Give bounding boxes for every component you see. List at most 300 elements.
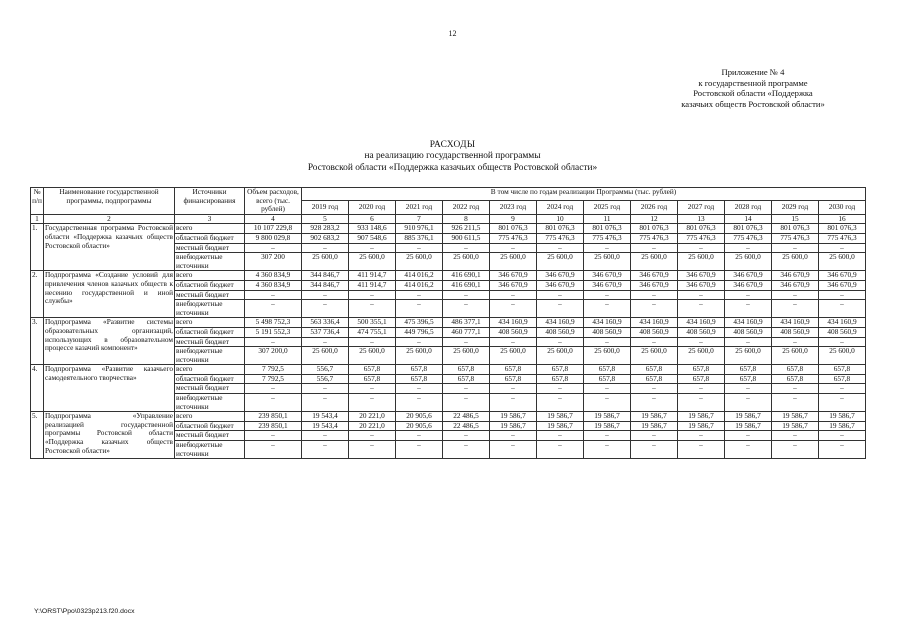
year-value: 25 600,0 bbox=[537, 253, 584, 271]
file-path-footer: Y:\ORST\Ppo\0323p213.f20.docx bbox=[34, 608, 135, 615]
year-value: 885 376,1 bbox=[396, 233, 443, 243]
year-value: 408 560,9 bbox=[537, 327, 584, 337]
total-value: 4 360 834,9 bbox=[245, 280, 302, 290]
total-value: – bbox=[245, 441, 302, 459]
total-value: 5 191 552,3 bbox=[245, 327, 302, 337]
year-value: 801 076,3 bbox=[678, 224, 725, 234]
year-value: 408 560,9 bbox=[678, 327, 725, 337]
funding-source: областной бюджет bbox=[175, 327, 245, 337]
year-value: – bbox=[819, 441, 866, 459]
year-value: – bbox=[819, 431, 866, 441]
year-value: 346 670,9 bbox=[631, 280, 678, 290]
year-value: 474 755,1 bbox=[349, 327, 396, 337]
column-number: 1 bbox=[31, 214, 44, 224]
program-name: Подпрограмма «Управление реализацией государственной программы Ростовской области «Поддержка казачьих обществ Ростовской области» bbox=[44, 412, 175, 459]
header-no: № п/п bbox=[31, 188, 44, 215]
year-value: 657,8 bbox=[537, 365, 584, 375]
header-row bbox=[31, 188, 866, 201]
header-source: Источники финансирования bbox=[175, 188, 245, 215]
year-value: – bbox=[631, 243, 678, 253]
header-year: 2030 год bbox=[819, 201, 866, 214]
year-value: 19 586,7 bbox=[631, 421, 678, 431]
row-number: 2. bbox=[31, 271, 44, 318]
total-value: – bbox=[245, 384, 302, 394]
column-number: 5 bbox=[302, 214, 349, 224]
year-value: – bbox=[725, 394, 772, 412]
funding-source: всего bbox=[175, 271, 245, 281]
year-value: – bbox=[725, 441, 772, 459]
year-value: – bbox=[537, 441, 584, 459]
appendix-line: к государственной программе bbox=[698, 77, 808, 88]
year-value: – bbox=[537, 337, 584, 347]
year-value: 775 476,3 bbox=[490, 233, 537, 243]
year-value: – bbox=[772, 290, 819, 300]
year-value: 344 846,7 bbox=[302, 271, 349, 281]
funding-source: областной бюджет bbox=[175, 280, 245, 290]
year-value: 25 600,0 bbox=[772, 253, 819, 271]
total-value: 10 107 229,8 bbox=[245, 224, 302, 234]
year-value: – bbox=[537, 394, 584, 412]
year-value: 25 600,0 bbox=[396, 253, 443, 271]
year-value: 19 586,7 bbox=[490, 421, 537, 431]
year-value: – bbox=[443, 441, 490, 459]
appendix-line: Приложение № 4 bbox=[721, 67, 785, 77]
year-value: 775 476,3 bbox=[631, 233, 678, 243]
year-value: 657,8 bbox=[443, 374, 490, 384]
funding-source: местный бюджет bbox=[175, 290, 245, 300]
year-value: – bbox=[349, 384, 396, 394]
year-value: 25 600,0 bbox=[302, 253, 349, 271]
total-value: 9 800 029,8 bbox=[245, 233, 302, 243]
year-value: – bbox=[490, 290, 537, 300]
year-value: – bbox=[819, 300, 866, 318]
year-value: 411 914,7 bbox=[349, 271, 396, 281]
year-value: – bbox=[678, 431, 725, 441]
year-value: – bbox=[631, 394, 678, 412]
year-value: 775 476,3 bbox=[678, 233, 725, 243]
year-value: 556,7 bbox=[302, 374, 349, 384]
year-value: 563 336,4 bbox=[302, 318, 349, 328]
year-value: 657,8 bbox=[584, 365, 631, 375]
year-value: 434 160,9 bbox=[678, 318, 725, 328]
column-number: 9 bbox=[490, 214, 537, 224]
year-value: 801 076,3 bbox=[490, 224, 537, 234]
year-value: 657,8 bbox=[678, 365, 725, 375]
year-value: 346 670,9 bbox=[819, 271, 866, 281]
year-value: 19 586,7 bbox=[584, 412, 631, 422]
header-name: Наименование государственной программы, подпрограммы bbox=[44, 188, 175, 215]
total-value: – bbox=[245, 290, 302, 300]
year-value: 775 476,3 bbox=[772, 233, 819, 243]
year-value: – bbox=[490, 441, 537, 459]
year-value: – bbox=[678, 290, 725, 300]
year-value: – bbox=[772, 300, 819, 318]
year-value: 434 160,9 bbox=[772, 318, 819, 328]
year-value: 416 690,1 bbox=[443, 271, 490, 281]
year-value: 408 560,9 bbox=[490, 327, 537, 337]
year-value: – bbox=[631, 290, 678, 300]
funding-source: местный бюджет bbox=[175, 431, 245, 441]
year-value: 25 600,0 bbox=[396, 347, 443, 365]
year-value: – bbox=[443, 290, 490, 300]
funding-source: всего bbox=[175, 224, 245, 234]
year-value: 346 670,9 bbox=[819, 280, 866, 290]
total-value: 239 850,1 bbox=[245, 421, 302, 431]
year-value: 926 211,5 bbox=[443, 224, 490, 234]
year-value: 910 976,1 bbox=[396, 224, 443, 234]
header-year: 2023 год bbox=[490, 201, 537, 214]
year-value: – bbox=[490, 384, 537, 394]
year-value: 25 600,0 bbox=[678, 253, 725, 271]
year-value: – bbox=[772, 431, 819, 441]
year-value: – bbox=[537, 300, 584, 318]
year-value: – bbox=[302, 300, 349, 318]
year-value: 346 670,9 bbox=[678, 271, 725, 281]
year-value: 801 076,3 bbox=[537, 224, 584, 234]
year-value: – bbox=[678, 337, 725, 347]
total-value: 7 792,5 bbox=[245, 365, 302, 375]
year-value: 346 670,9 bbox=[725, 280, 772, 290]
funding-source: всего bbox=[175, 412, 245, 422]
column-number: 6 bbox=[349, 214, 396, 224]
year-value: – bbox=[349, 337, 396, 347]
year-value: – bbox=[396, 431, 443, 441]
year-value: – bbox=[396, 394, 443, 412]
year-value: 408 560,9 bbox=[584, 327, 631, 337]
row-number: 1. bbox=[31, 224, 44, 271]
year-value: 801 076,3 bbox=[584, 224, 631, 234]
header-year: 2020 год bbox=[349, 201, 396, 214]
year-value: – bbox=[584, 337, 631, 347]
year-value: 657,8 bbox=[725, 374, 772, 384]
column-number: 12 bbox=[631, 214, 678, 224]
header-year: 2028 год bbox=[725, 201, 772, 214]
year-value: 434 160,9 bbox=[819, 318, 866, 328]
year-value: – bbox=[584, 243, 631, 253]
table-row bbox=[31, 365, 866, 375]
year-value: 657,8 bbox=[772, 374, 819, 384]
year-value: 434 160,9 bbox=[537, 318, 584, 328]
year-value: – bbox=[819, 394, 866, 412]
year-value: – bbox=[772, 384, 819, 394]
year-value: – bbox=[302, 337, 349, 347]
year-value: 19 586,7 bbox=[678, 421, 725, 431]
page-number: 12 bbox=[448, 29, 457, 38]
year-value: 25 600,0 bbox=[537, 347, 584, 365]
year-value: – bbox=[584, 431, 631, 441]
year-value: 657,8 bbox=[396, 365, 443, 375]
year-value: 346 670,9 bbox=[631, 271, 678, 281]
year-value: – bbox=[443, 300, 490, 318]
year-value: 20 221,0 bbox=[349, 412, 396, 422]
year-value: 19 586,7 bbox=[537, 421, 584, 431]
column-numbers-row bbox=[31, 214, 866, 224]
funding-source: внебюджетные источники bbox=[175, 394, 245, 412]
column-number: 13 bbox=[678, 214, 725, 224]
year-value: – bbox=[349, 441, 396, 459]
year-value: – bbox=[349, 394, 396, 412]
year-value: 25 600,0 bbox=[772, 347, 819, 365]
year-value: 434 160,9 bbox=[584, 318, 631, 328]
total-value: 4 360 834,9 bbox=[245, 271, 302, 281]
year-value: 434 160,9 bbox=[490, 318, 537, 328]
program-name: Государственная программа Ростовской области «Поддержка казачьих обществ Ростовской области» bbox=[44, 224, 175, 271]
year-value: – bbox=[678, 243, 725, 253]
year-value: 408 560,9 bbox=[772, 327, 819, 337]
funding-source: местный бюджет bbox=[175, 337, 245, 347]
year-value: – bbox=[584, 300, 631, 318]
year-value: 19 586,7 bbox=[772, 412, 819, 422]
table-row bbox=[31, 271, 866, 281]
year-value: 19 586,7 bbox=[725, 421, 772, 431]
year-value: – bbox=[490, 394, 537, 412]
header-year: 2026 год bbox=[631, 201, 678, 214]
year-value: 19 586,7 bbox=[678, 412, 725, 422]
column-number: 14 bbox=[725, 214, 772, 224]
year-value: 414 016,2 bbox=[396, 280, 443, 290]
total-value: 7 792,5 bbox=[245, 374, 302, 384]
year-value: – bbox=[396, 441, 443, 459]
total-value: – bbox=[245, 337, 302, 347]
funding-source: областной бюджет bbox=[175, 421, 245, 431]
table-row bbox=[31, 412, 866, 422]
program-name: Подпрограмма «Создание условий для привлечения членов казачьих обществ к несению государственной и иной службы» bbox=[44, 271, 175, 318]
year-value: 25 600,0 bbox=[725, 253, 772, 271]
row-number: 4. bbox=[31, 365, 44, 412]
year-value: 657,8 bbox=[725, 365, 772, 375]
year-value: – bbox=[537, 243, 584, 253]
year-value: – bbox=[584, 290, 631, 300]
year-value: 19 543,4 bbox=[302, 421, 349, 431]
year-value: 801 076,3 bbox=[725, 224, 772, 234]
year-value: 25 600,0 bbox=[302, 347, 349, 365]
header-year: 2027 год bbox=[678, 201, 725, 214]
funding-source: внебюджетные источники bbox=[175, 347, 245, 365]
year-value: 907 548,6 bbox=[349, 233, 396, 243]
year-value: 416 690,1 bbox=[443, 280, 490, 290]
year-value: 346 670,9 bbox=[678, 280, 725, 290]
year-value: – bbox=[678, 300, 725, 318]
header-year: 2022 год bbox=[443, 201, 490, 214]
year-value: – bbox=[443, 431, 490, 441]
year-value: – bbox=[349, 243, 396, 253]
year-value: – bbox=[302, 384, 349, 394]
year-value: – bbox=[631, 384, 678, 394]
column-number: 4 bbox=[245, 214, 302, 224]
year-value: 500 355,1 bbox=[349, 318, 396, 328]
year-value: 19 543,4 bbox=[302, 412, 349, 422]
year-value: – bbox=[537, 431, 584, 441]
funding-source: областной бюджет bbox=[175, 233, 245, 243]
header-year: 2025 год bbox=[584, 201, 631, 214]
year-value: 408 560,9 bbox=[819, 327, 866, 337]
column-number: 10 bbox=[537, 214, 584, 224]
year-value: 25 600,0 bbox=[349, 347, 396, 365]
year-value: – bbox=[443, 394, 490, 412]
year-value: 775 476,3 bbox=[584, 233, 631, 243]
year-value: – bbox=[631, 431, 678, 441]
year-value: 902 683,2 bbox=[302, 233, 349, 243]
funding-source: всего bbox=[175, 365, 245, 375]
year-value: 22 486,5 bbox=[443, 421, 490, 431]
year-value: 25 600,0 bbox=[443, 253, 490, 271]
year-value: 25 600,0 bbox=[678, 347, 725, 365]
year-value: 657,8 bbox=[349, 374, 396, 384]
year-value: – bbox=[490, 243, 537, 253]
column-number: 11 bbox=[584, 214, 631, 224]
column-number: 2 bbox=[44, 214, 175, 224]
year-value: – bbox=[631, 441, 678, 459]
table-row bbox=[31, 318, 866, 328]
header-year: 2019 год bbox=[302, 201, 349, 214]
year-value: 346 670,9 bbox=[490, 271, 537, 281]
total-value: – bbox=[245, 394, 302, 412]
year-value: 20 905,6 bbox=[396, 421, 443, 431]
title-line: РАСХОДЫ bbox=[429, 140, 476, 150]
year-value: – bbox=[349, 431, 396, 441]
year-value: 537 736,4 bbox=[302, 327, 349, 337]
year-value: 657,8 bbox=[396, 374, 443, 384]
year-value: 657,8 bbox=[537, 374, 584, 384]
year-value: 25 600,0 bbox=[819, 347, 866, 365]
year-value: 657,8 bbox=[443, 365, 490, 375]
year-value: 19 586,7 bbox=[537, 412, 584, 422]
year-value: – bbox=[725, 431, 772, 441]
column-number: 8 bbox=[443, 214, 490, 224]
column-number: 16 bbox=[819, 214, 866, 224]
year-value: – bbox=[819, 243, 866, 253]
year-value: – bbox=[678, 394, 725, 412]
year-value: – bbox=[490, 337, 537, 347]
year-value: 657,8 bbox=[631, 374, 678, 384]
year-value: 25 600,0 bbox=[725, 347, 772, 365]
year-value: 657,8 bbox=[584, 374, 631, 384]
row-number: 3. bbox=[31, 318, 44, 365]
header-year: 2021 год bbox=[396, 201, 443, 214]
program-name: Подпрограмма «Развитие системы образовательных организаций, использующих в образовательном процессе казачий компонент» bbox=[44, 318, 175, 365]
year-value: – bbox=[819, 384, 866, 394]
year-value: 19 586,7 bbox=[631, 412, 678, 422]
year-value: – bbox=[725, 300, 772, 318]
funding-source: всего bbox=[175, 318, 245, 328]
year-value: 25 600,0 bbox=[584, 347, 631, 365]
year-value: – bbox=[396, 337, 443, 347]
year-value: – bbox=[490, 431, 537, 441]
year-value: 657,8 bbox=[772, 365, 819, 375]
year-value: – bbox=[725, 243, 772, 253]
year-value: – bbox=[678, 384, 725, 394]
header-year: 2029 год bbox=[772, 201, 819, 214]
year-value: 556,7 bbox=[302, 365, 349, 375]
year-value: 25 600,0 bbox=[631, 347, 678, 365]
year-value: 657,8 bbox=[631, 365, 678, 375]
total-value: – bbox=[245, 243, 302, 253]
total-value: 307 200 bbox=[245, 253, 302, 271]
year-value: – bbox=[396, 300, 443, 318]
column-number: 3 bbox=[175, 214, 245, 224]
year-value: – bbox=[537, 384, 584, 394]
year-value: 414 016,2 bbox=[396, 271, 443, 281]
year-value: 900 611,5 bbox=[443, 233, 490, 243]
year-value: 408 560,9 bbox=[631, 327, 678, 337]
row-number: 5. bbox=[31, 412, 44, 459]
year-value: 408 560,9 bbox=[725, 327, 772, 337]
year-value: 411 914,7 bbox=[349, 280, 396, 290]
year-value: 657,8 bbox=[819, 374, 866, 384]
year-value: 25 600,0 bbox=[819, 253, 866, 271]
year-value: 25 600,0 bbox=[443, 347, 490, 365]
year-value: 25 600,0 bbox=[490, 253, 537, 271]
year-value: 25 600,0 bbox=[349, 253, 396, 271]
year-value: 933 148,6 bbox=[349, 224, 396, 234]
year-value: – bbox=[631, 300, 678, 318]
year-value: 19 586,7 bbox=[772, 421, 819, 431]
year-value: 657,8 bbox=[349, 365, 396, 375]
title-line: Ростовской области «Поддержка казачьих обществ Ростовской области» bbox=[307, 162, 598, 173]
year-value: – bbox=[584, 441, 631, 459]
year-value: 25 600,0 bbox=[490, 347, 537, 365]
year-value: – bbox=[772, 394, 819, 412]
year-value: 19 586,7 bbox=[819, 421, 866, 431]
year-value: – bbox=[819, 337, 866, 347]
year-value: – bbox=[302, 394, 349, 412]
year-value: – bbox=[678, 441, 725, 459]
appendix-line: казачьих обществ Ростовской области» bbox=[681, 98, 825, 109]
year-value: 344 846,7 bbox=[302, 280, 349, 290]
year-value: 434 160,9 bbox=[631, 318, 678, 328]
year-value: – bbox=[725, 337, 772, 347]
year-value: 775 476,3 bbox=[537, 233, 584, 243]
year-value: 22 486,5 bbox=[443, 412, 490, 422]
year-value: 346 670,9 bbox=[584, 271, 631, 281]
year-value: – bbox=[537, 290, 584, 300]
year-value: – bbox=[772, 243, 819, 253]
total-value: – bbox=[245, 300, 302, 318]
year-value: 346 670,9 bbox=[772, 271, 819, 281]
year-value: 20 221,0 bbox=[349, 421, 396, 431]
funding-source: областной бюджет bbox=[175, 374, 245, 384]
year-value: 346 670,9 bbox=[537, 280, 584, 290]
year-value: – bbox=[443, 243, 490, 253]
year-value: 19 586,7 bbox=[819, 412, 866, 422]
year-value: 486 377,1 bbox=[443, 318, 490, 328]
document-title bbox=[0, 140, 905, 174]
column-number: 7 bbox=[396, 214, 443, 224]
funding-source: местный бюджет bbox=[175, 243, 245, 253]
year-value: – bbox=[302, 431, 349, 441]
program-name: Подпрограмма «Развитие казачьего самодеятельного творчества» bbox=[44, 365, 175, 412]
year-value: – bbox=[584, 394, 631, 412]
expenses-table bbox=[30, 187, 866, 459]
year-value: 801 076,3 bbox=[772, 224, 819, 234]
year-value: 25 600,0 bbox=[584, 253, 631, 271]
total-value: 5 498 752,3 bbox=[245, 318, 302, 328]
year-value: 801 076,3 bbox=[819, 224, 866, 234]
year-value: – bbox=[819, 290, 866, 300]
year-value: – bbox=[631, 337, 678, 347]
year-value: 475 396,5 bbox=[396, 318, 443, 328]
year-value: – bbox=[443, 337, 490, 347]
year-value: 449 796,5 bbox=[396, 327, 443, 337]
year-value: – bbox=[725, 384, 772, 394]
year-value: 346 670,9 bbox=[490, 280, 537, 290]
year-value: 19 586,7 bbox=[584, 421, 631, 431]
year-value: 775 476,3 bbox=[819, 233, 866, 243]
year-value: – bbox=[396, 290, 443, 300]
year-value: 25 600,0 bbox=[631, 253, 678, 271]
total-value: 307 200,0 bbox=[245, 347, 302, 365]
year-value: 657,8 bbox=[819, 365, 866, 375]
